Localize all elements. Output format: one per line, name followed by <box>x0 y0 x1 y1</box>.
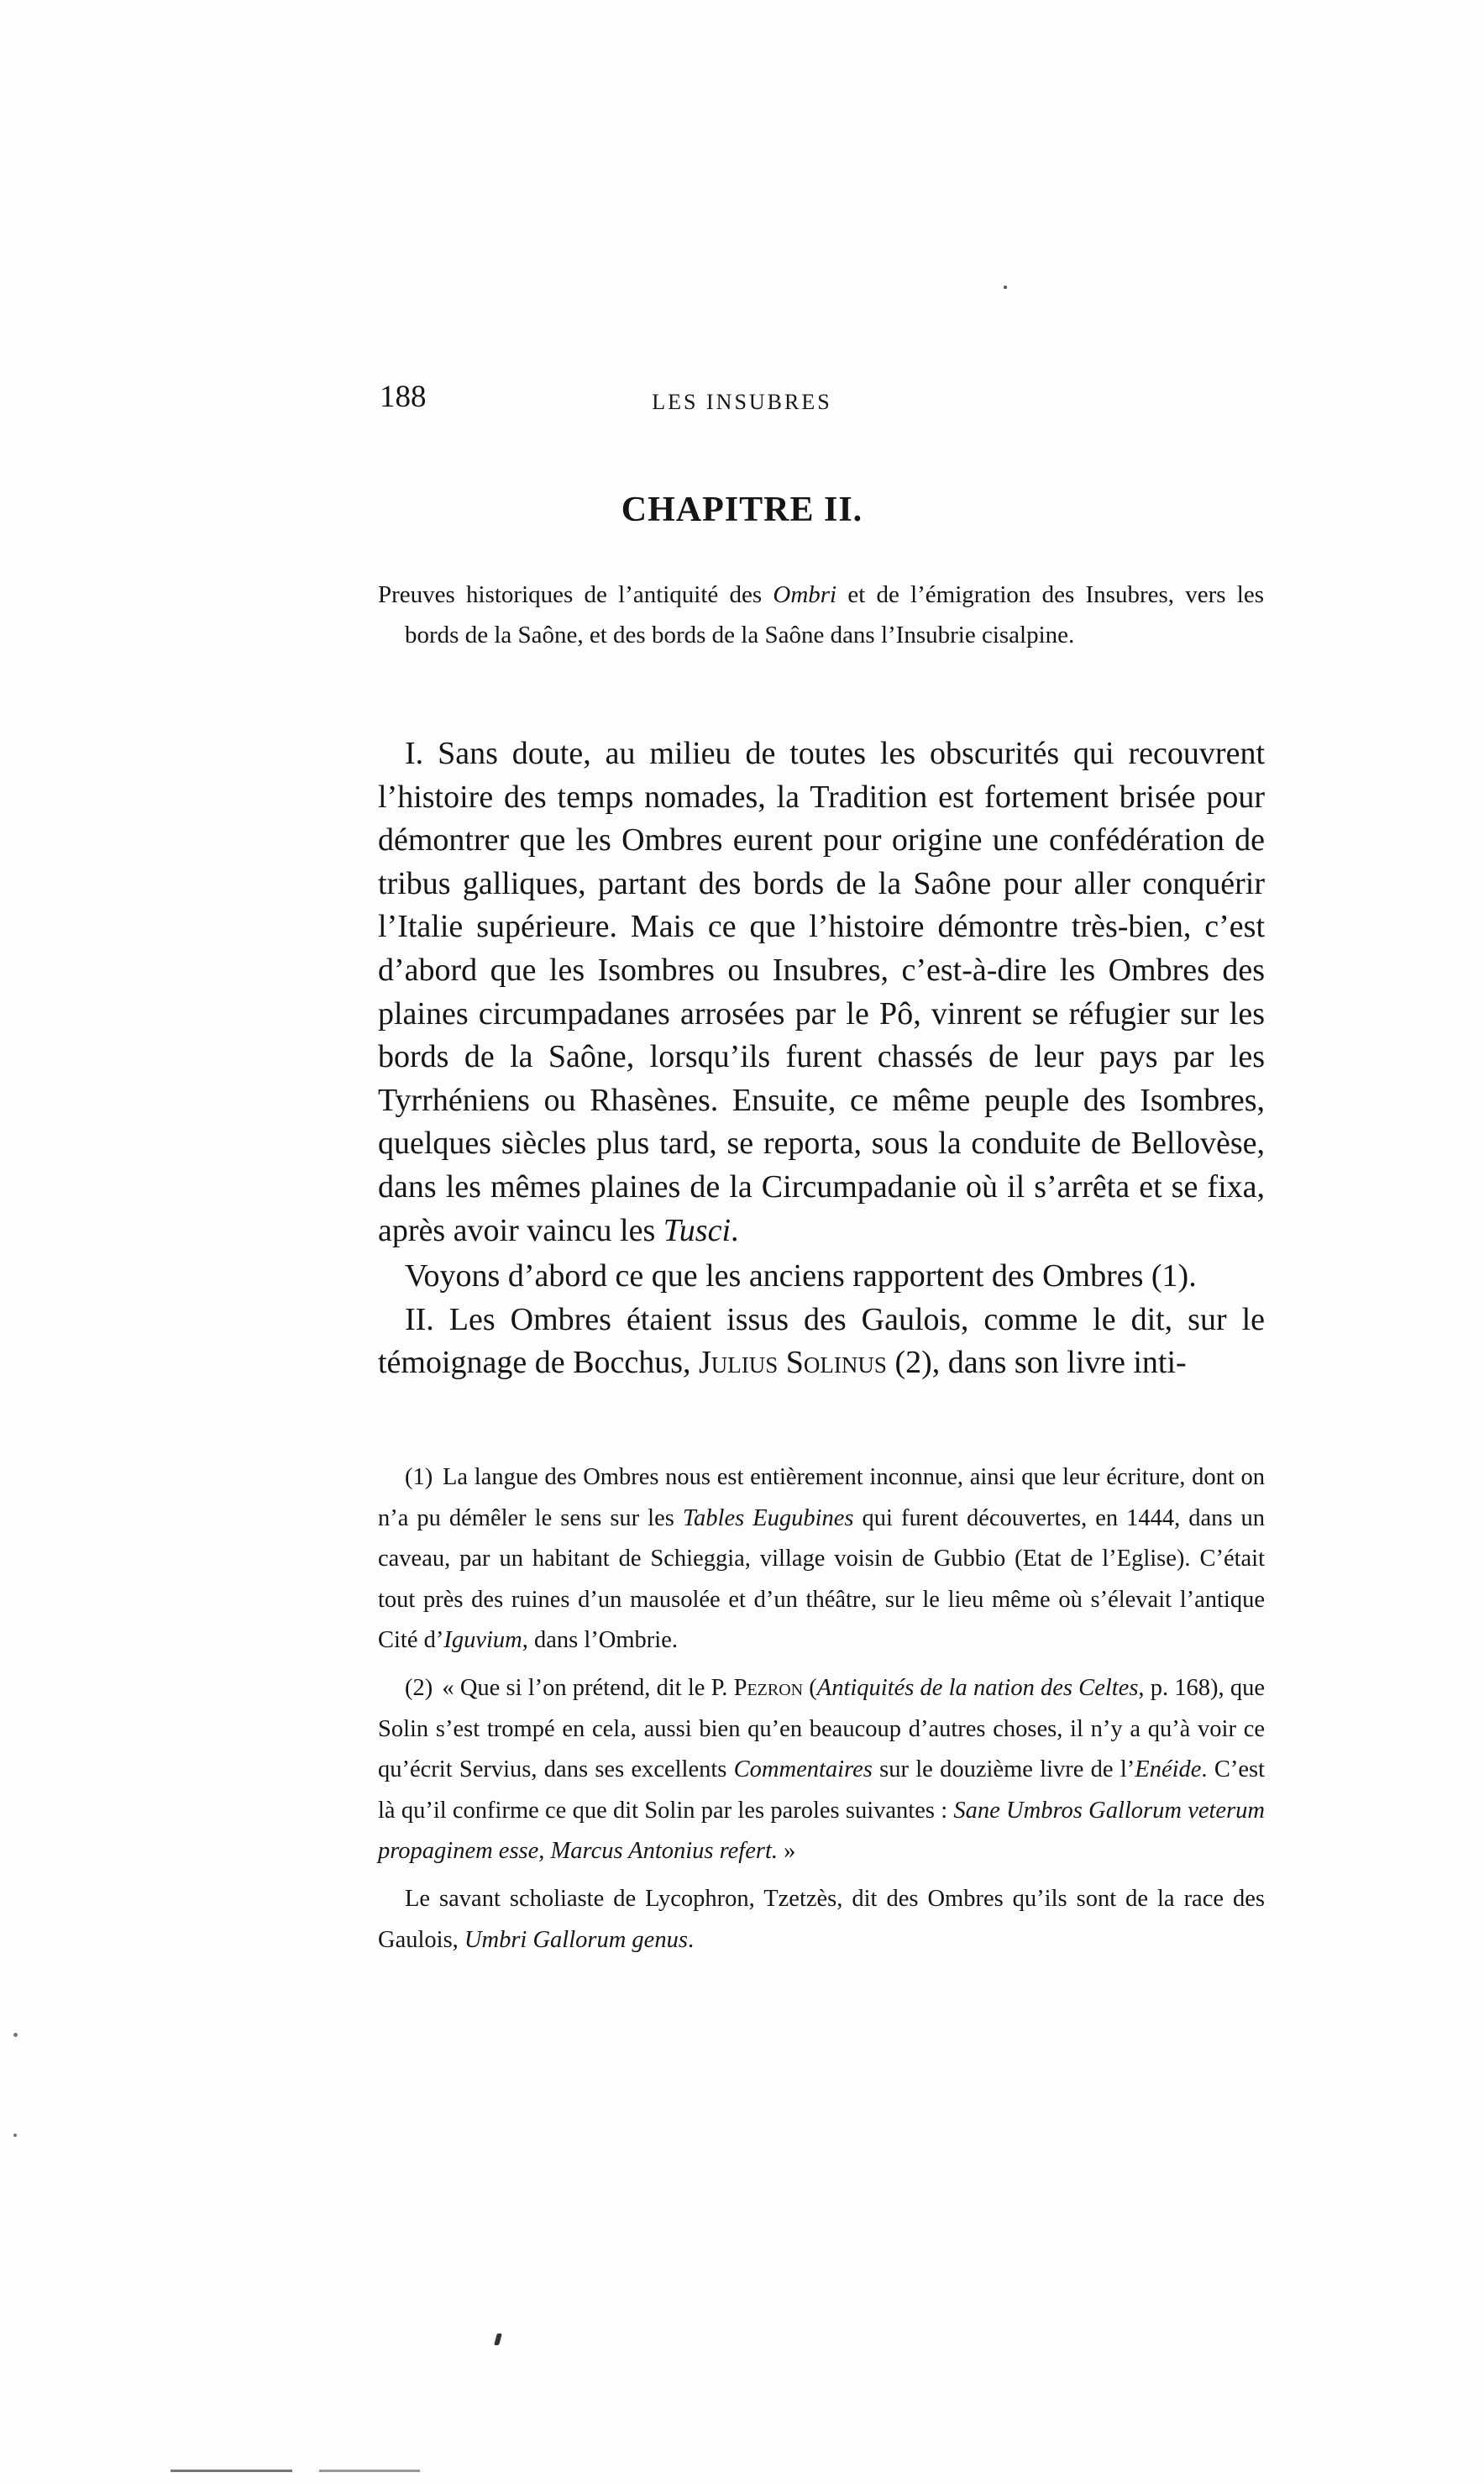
paragraph-text: . <box>731 1212 739 1248</box>
page-number: 188 <box>380 380 427 414</box>
paragraph-3 <box>378 1299 1265 1385</box>
footnote-text: sur le douzième livre de l’ <box>872 1756 1135 1783</box>
author-name: Pezron <box>733 1674 804 1701</box>
body-text <box>378 732 1265 1385</box>
paragraph-text: II. Les Ombres étaient issus des Gaulois, comme le dit, sur le témoignage de Bocchus, <box>378 1301 1265 1381</box>
footnote-italic: Tables Eugubines <box>682 1504 854 1531</box>
summary-text: Preuves historiques de l’antiquité des <box>378 581 773 608</box>
summary-italic: Ombri <box>773 581 837 608</box>
scan-edge-line <box>170 2470 292 2472</box>
scan-speck <box>1004 286 1007 289</box>
footnote-text: » <box>778 1838 796 1865</box>
footnote-text: . C’est là qu’il confirme ce que dit Solin par les paroles suivantes : <box>378 1756 1265 1824</box>
footnote-text: , p. 168), que Solin s’est trompé en cela, aussi bien qu’en beaucoup d’autres choses, il n’y a qu’à voir ce qu’écrit Servius, dans ses excellents <box>378 1674 1265 1783</box>
footnotes <box>378 1457 1265 1961</box>
scan-speck <box>13 2033 18 2037</box>
author-name: Julius Solinus <box>699 1345 887 1381</box>
footnote-italic: Antiquités de la nation des Celtes <box>816 1674 1139 1701</box>
running-head: LES INSUBRES <box>652 390 832 414</box>
footnote-text: « Que si l’on prétend, dit le P. <box>442 1674 734 1701</box>
footnote-italic: Iguvium <box>443 1627 522 1654</box>
chapter-summary <box>378 575 1264 655</box>
scan-speck <box>13 2134 17 2137</box>
footnote-italic: Enéide <box>1135 1756 1202 1783</box>
footnote-text: Le savant scholiaste de Lycophron, Tzetzès, dit des Ombres qu’ils sont de la race des Gaulois, <box>378 1885 1265 1953</box>
chapter-title: CHAPITRE II. <box>621 491 863 529</box>
footnote-text: ( <box>803 1674 817 1701</box>
footnote-text: La langue des Ombres nous est entièrement inconnue, ainsi que leur écriture, dont on n’a pu démêler le sens sur les <box>378 1464 1266 1531</box>
footnote-italic: Sane Umbros Gallorum veterum propaginem esse, Marcus Antonius refert. <box>378 1797 1265 1865</box>
summary-text: et de l’émigration des Insubres, vers les bords de la Saône, et des bords de la Saône dans l’Insubrie cisalpine. <box>405 581 1264 648</box>
footnote-text: qui furent découvertes, en 1444, dans un caveau, par un habitant de Schieggia, village voisin de Gubbio (Etat de l’Eglise). C’était tout près des ruines d’un mausolée et d’un théâtre, sur le lieu même où s’élevait l’antique Cité d’ <box>378 1504 1265 1654</box>
footnote-1 <box>378 1457 1265 1661</box>
scan-edge-line <box>319 2470 420 2472</box>
footnote-italic: Umbri Gallorum genus <box>464 1926 688 1953</box>
paragraph-text: I. Sans doute, au milieu de toutes les obscurités qui recouvrent l’histoire des temps nomades, la Tradition est fortement brisée pour démontrer que les Ombres eurent pour origine une confédération de tribus galliques, partant des bords de la Saône pour aller conquérir l’Italie supérieure. Mais ce que l’histoire démontre très-bien, c’est d’abord que les Isombres ou Insubres, c’est-à-dire les Ombres des plaines circumpadanes arrosées par le Pô, vinrent se réfugier sur les bords de la Saône, lorsqu’ils furent chassés de leur pays par les Tyrrhéniens ou Rhasènes. Ensuite, ce même peuple des Isombres, quelques siècles plus tard, se reporta, sous la conduite de Bellovèse, dans les mêmes plaines de la Circumpadanie où il s’arrêta et se fixa, après avoir vaincu les <box>378 736 1265 1248</box>
paragraph-italic: Tusci <box>663 1212 732 1248</box>
footnote-text: . <box>687 1926 695 1953</box>
footnote-label: (2) <box>405 1674 433 1701</box>
footnote-3 <box>378 1879 1265 1961</box>
footnote-label: (1) <box>405 1464 433 1490</box>
paragraph-1 <box>378 732 1265 1252</box>
footnote-italic: Commentaires <box>733 1756 873 1783</box>
paragraph-text: (2), dans son livre inti- <box>886 1345 1187 1381</box>
scan-speck <box>494 2333 502 2345</box>
paragraph-2: Voyons d’abord ce que les anciens rapportent des Ombres (1). <box>405 1258 1197 1294</box>
footnote-text: , dans l’Ombrie. <box>522 1627 678 1654</box>
footnote-2 <box>378 1668 1265 1872</box>
